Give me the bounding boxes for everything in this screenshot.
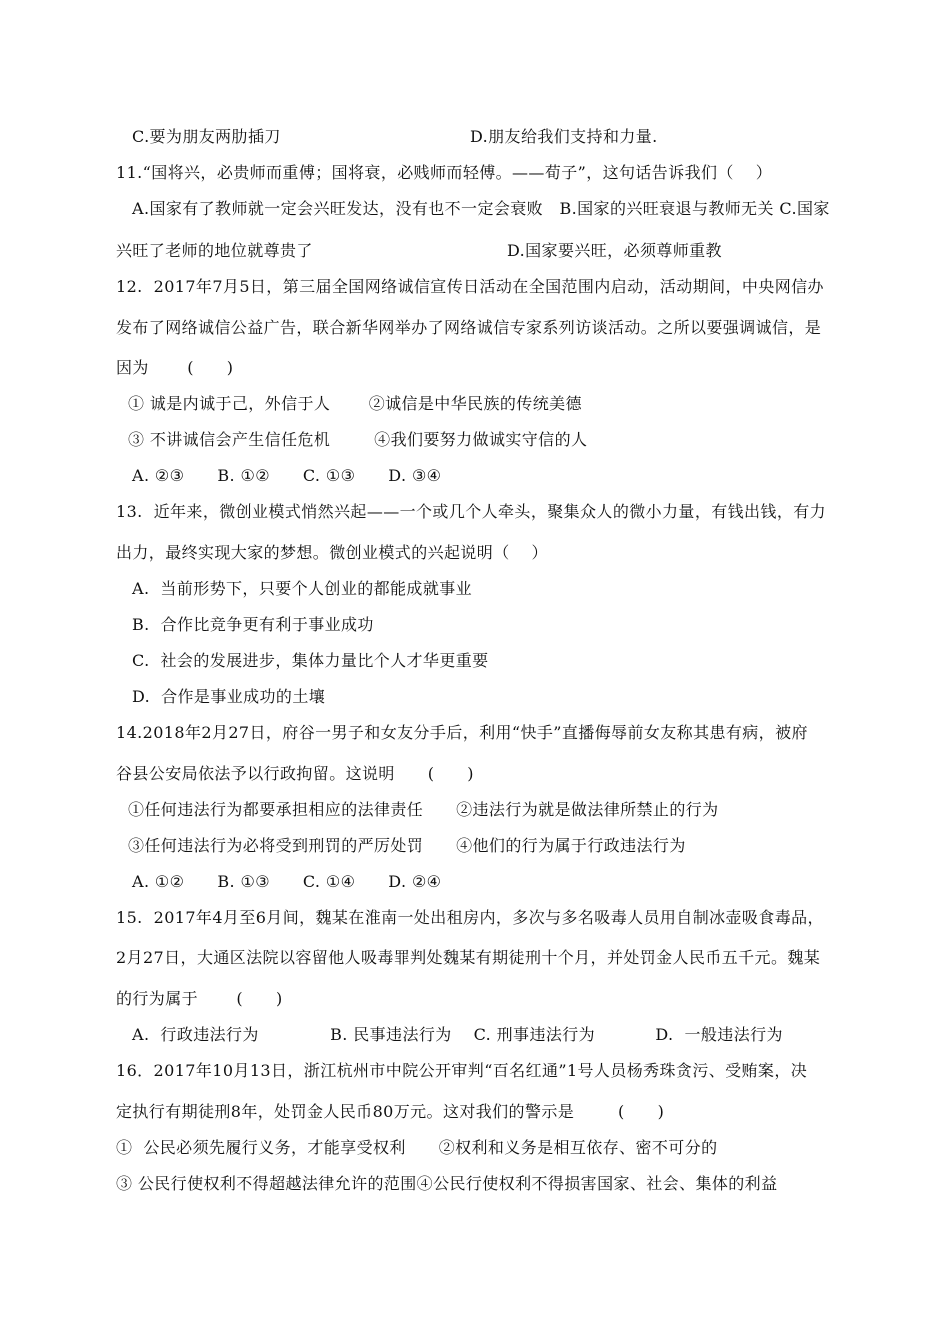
q15-stem-line3: 的行为属于 ( ) (116, 989, 283, 1008)
q13-option-a: A. 当前形势下，只要个人创业的都能成就事业 (132, 579, 473, 598)
q14-item-2: ③任何违法行为必将受到刑罚的严厉处罚 ④他们的行为属于行政违法行为 (128, 836, 686, 855)
q12-stem-line1: 12. 2017年7月5日，第三届全国网络诚信宣传日活动在全国范围内启动，活动期间，中央网信办 (116, 277, 824, 296)
q12-options: A. ②③ B. ①② C. ①③ D. ③④ (132, 466, 442, 485)
q14-options: A. ①② B. ①③ C. ①④ D. ②④ (132, 872, 442, 891)
q13-option-d: D. 合作是事业成功的土壤 (132, 687, 326, 706)
q16-stem-line1: 16．2017年10月13日，浙江杭州市中院公开审判“百名红通”1号人员杨秀珠贪污、受贿案，决 (116, 1061, 808, 1080)
q13-option-c: C. 社会的发展进步，集体力量比个人才华更重要 (132, 651, 489, 670)
q15-stem-line1: 15. 2017年4月至6月间，魏某在淮南一处出租房内，多次与多名吸毒人员用自制冰壶吸食毒品， (116, 908, 824, 927)
q12-stem-line3: 因为 ( ) (116, 358, 234, 377)
q14-item-1: ①任何违法行为都要承担相应的法律责任 ②违法行为就是做法律所禁止的行为 (128, 800, 719, 819)
q12-item-2: ③ 不讲诚信会产生信任危机 ④我们要努力做诚实守信的人 (128, 430, 588, 449)
q10-option-c: C.要为朋友两肋插刀 (132, 127, 281, 146)
q15-stem-line2: 2月27日，大通区法院以容留他人吸毒罪判处魏某有期徒刑十个月，并处罚金人民币五千元。魏某 (116, 948, 821, 967)
q13-option-b: B. 合作比竞争更有利于事业成功 (132, 615, 374, 634)
q11-stem: 11.“国将兴，必贵师而重傅；国将衰，必贱师而轻傅。——荀子”，这句话告诉我们（ ） (116, 163, 773, 182)
q10-option-d: D.朋友给我们支持和力量. (470, 127, 658, 146)
q14-stem-line2: 谷县公安局依法予以行政拘留。这说明 ( ) (116, 764, 474, 783)
q15-options: A. 行政违法行为 B. 民事违法行为 C. 刑事违法行为 D. 一般违法行为 (132, 1025, 783, 1044)
q14-stem-line1: 14.2018年2月27日，府谷一男子和女友分手后，利用“快手”直播侮辱前女友称其患有病，被府 (116, 723, 808, 742)
q11-options-line1: A.国家有了教师就一定会兴旺发达，没有也不一定会衰败 B.国家的兴旺衰退与教师无关 C.国家 (132, 199, 830, 218)
q16-item-1: ① 公民必须先履行义务，才能享受权利 ②权利和义务是相互依存、密不可分的 (116, 1138, 718, 1157)
q12-stem-line2: 发布了网络诚信公益广告，联合新华网举办了网络诚信专家系列访谈活动。之所以要强调诚信，是 (116, 318, 822, 337)
q16-stem-line2: 定执行有期徒刑8年，处罚金人民币80万元。这对我们的警示是 ( ) (116, 1102, 665, 1121)
q12-item-1: ① 诚是内诚于己，外信于人 ②诚信是中华民族的传统美德 (128, 394, 582, 413)
q13-stem-line1: 13. 近年来，微创业模式悄然兴起——一个或几个人牵头，聚集众人的微小力量，有钱出钱，有力 (116, 502, 827, 521)
q13-stem-line2: 出力，最终实现大家的梦想。微创业模式的兴起说明（ ） (116, 543, 548, 562)
q16-item-2: ③ 公民行使权利不得超越法律允许的范围④公民行使权利不得损害国家、社会、集体的利益 (116, 1174, 778, 1193)
q11-options-line2a: 兴旺了老师的地位就尊贵了 (116, 241, 313, 260)
q11-option-d: D.国家要兴旺，必须尊师重教 (507, 241, 722, 260)
